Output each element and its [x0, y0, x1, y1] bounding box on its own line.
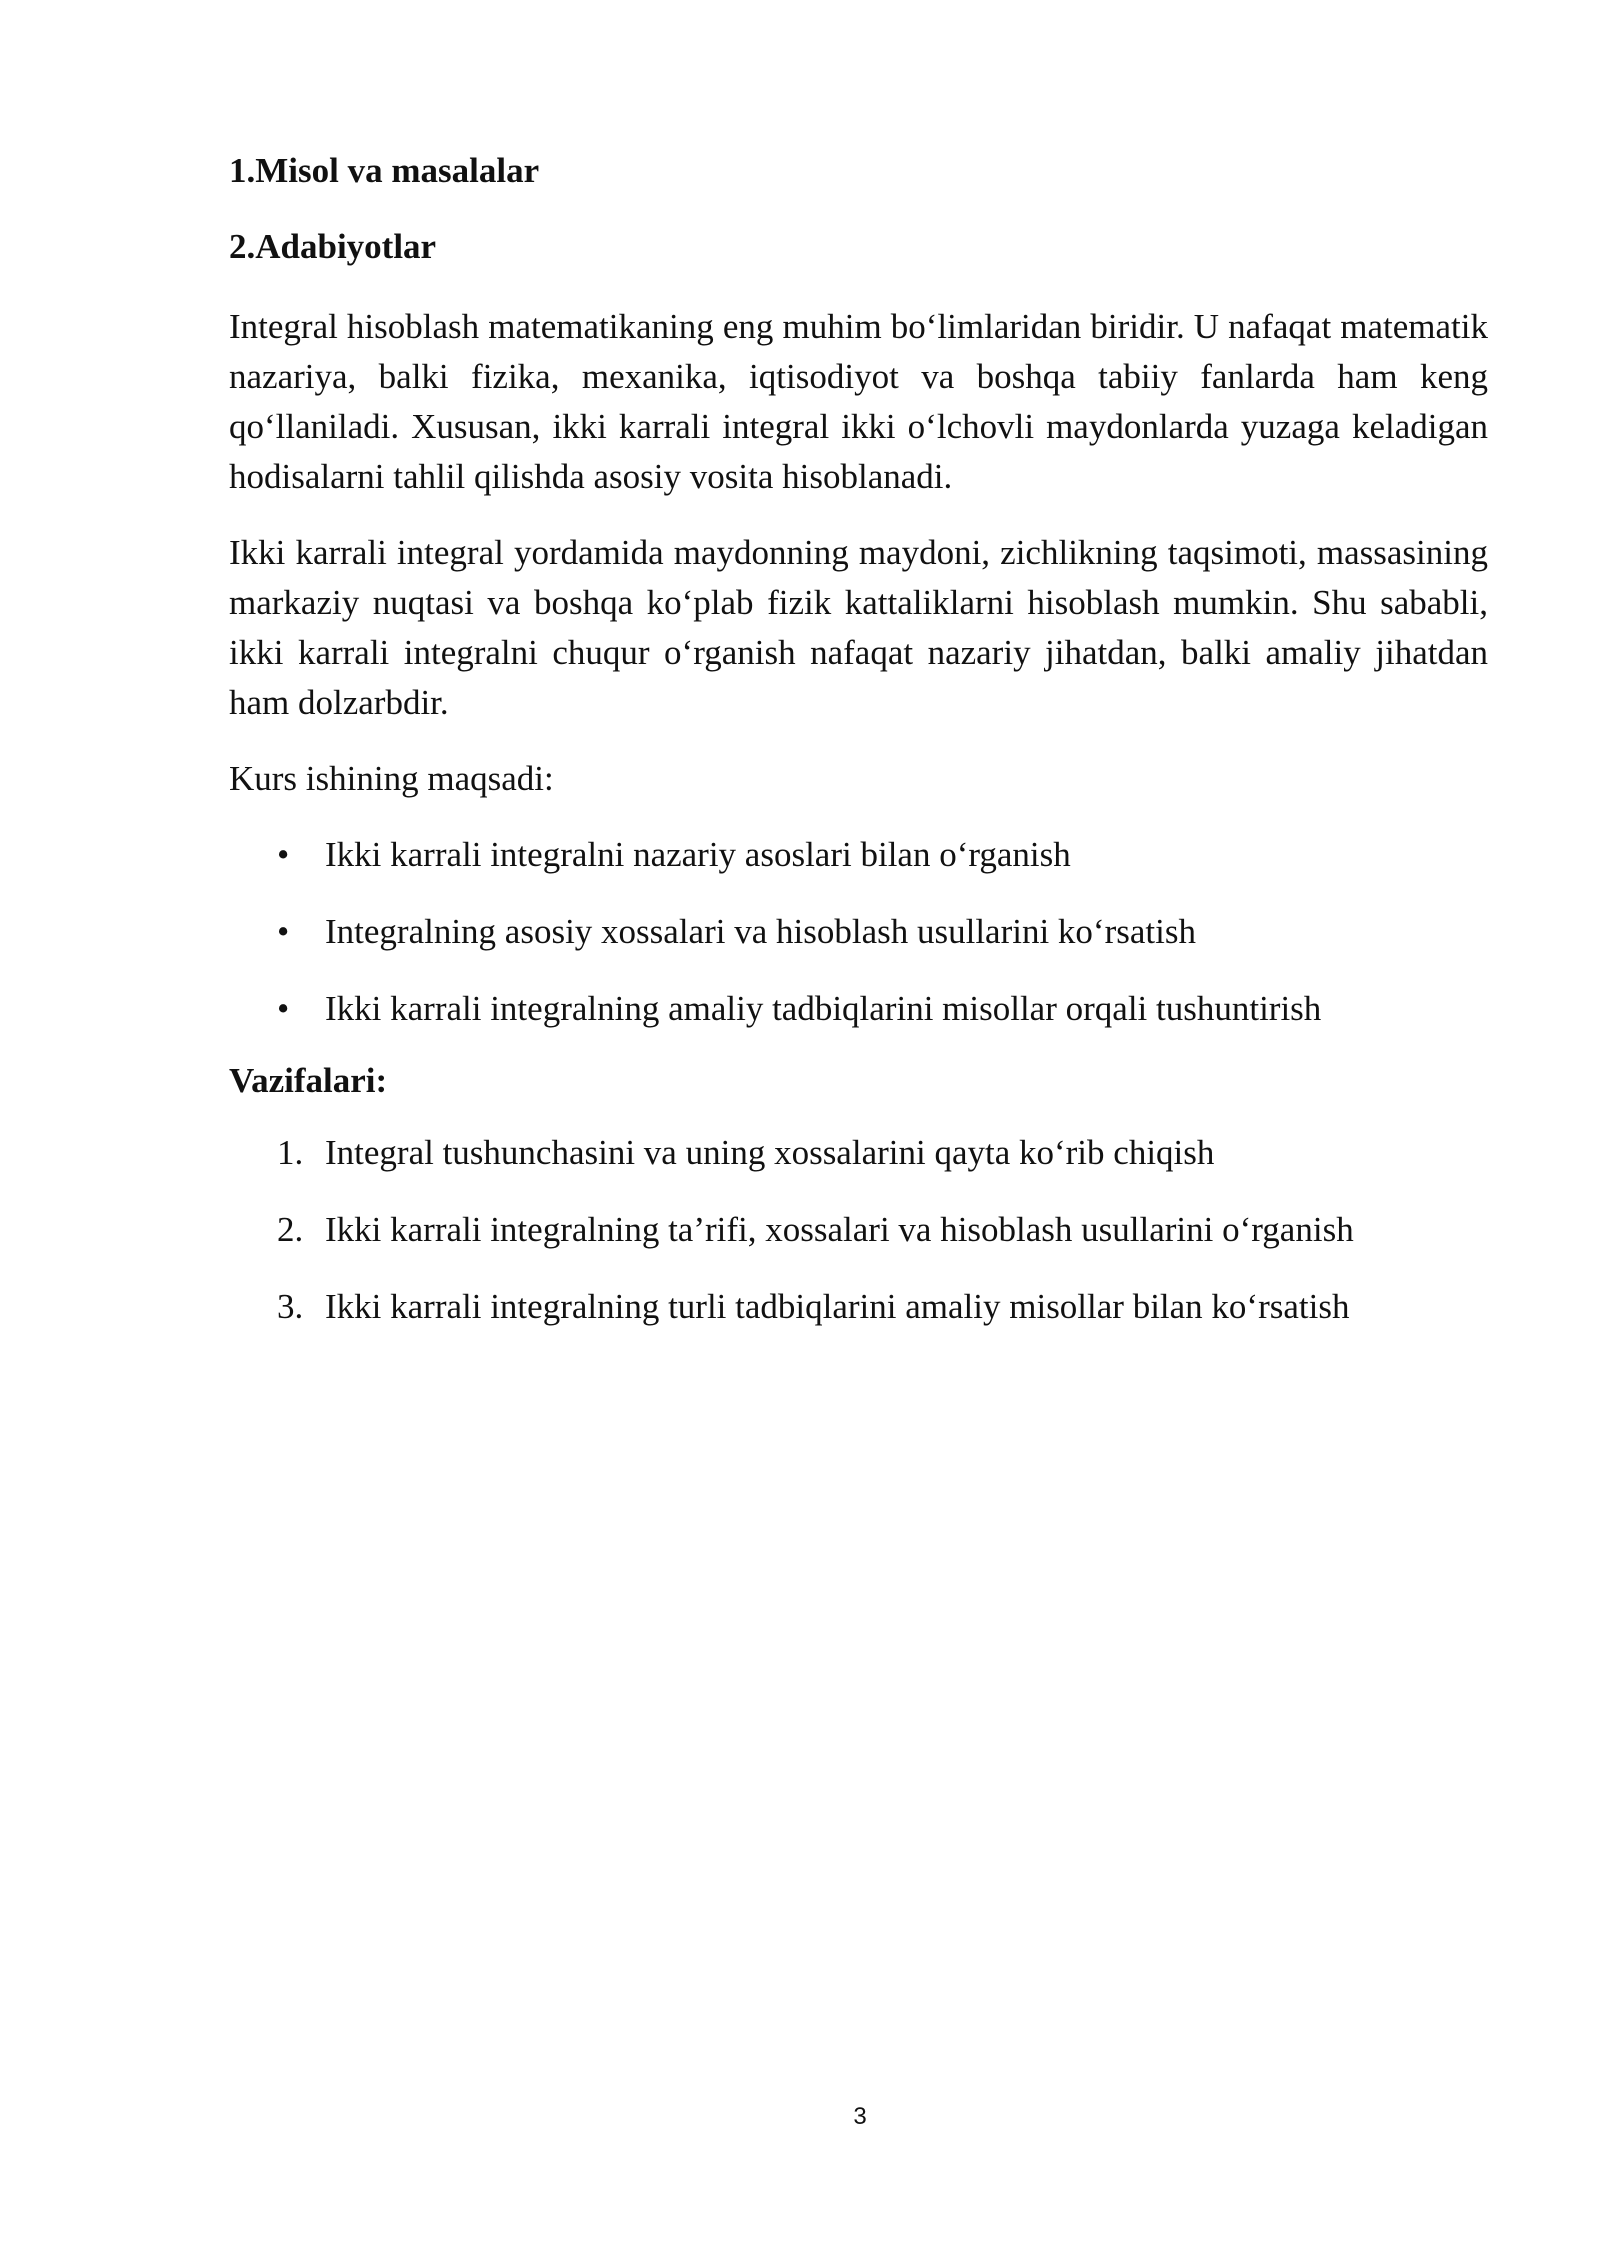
intro-paragraph: Integral hisoblash matematikaning eng muhim bo‘limlaridan biridir. U nafaqat matematik nazariya, balki fizika, mexanika, iqtisodiyot va boshqa tabiiy fanlarda ham keng qo‘llaniladi. Xususan, ikki karrali integral ikki o‘lchovli maydonlarda yuzaga keladigan hodisalarni tahlil qilishda asosiy vosita hisoblanadi.: [229, 307, 1488, 496]
task-item: [229, 1282, 1488, 1332]
task-number: 1.: [277, 1133, 304, 1172]
page-content: [229, 150, 1488, 1359]
task-text: Ikki karrali integralning turli tadbiqlarini amaliy misollar bilan ko‘rsatish: [325, 1287, 1350, 1326]
task-item: [229, 1128, 1488, 1178]
goal-text: Ikki karrali integralning amaliy tadbiqlarini misollar orqali tushuntirish: [325, 989, 1322, 1028]
task-text: Integral tushunchasini va uning xossalarini qayta ko‘rib chiqish: [325, 1133, 1215, 1172]
goal-item: [229, 984, 1488, 1034]
goal-text: Integralning asosiy xossalari va hisoblash usullarini ko‘rsatish: [325, 912, 1196, 951]
goals-list: [229, 830, 1488, 1034]
heading-misol-va-masalalar: 1.Misol va masalalar: [229, 151, 540, 190]
tasks-list: [229, 1128, 1488, 1332]
task-number: 2.: [277, 1210, 304, 1249]
tasks-heading: Vazifalari:: [229, 1061, 388, 1100]
bullet-icon: •: [277, 989, 290, 1028]
bullet-icon: •: [277, 835, 290, 874]
goal-item: [229, 907, 1488, 957]
goals-intro: Kurs ishining maqsadi:: [229, 759, 554, 798]
goal-item: [229, 830, 1488, 880]
bullet-icon: •: [277, 912, 290, 951]
second-paragraph: Ikki karrali integral yordamida maydonning maydoni, zichlikning taqsimoti, massasining markaziy nuqtasi va boshqa ko‘plab fizik kattaliklarni hisoblash mumkin. Shu sababli, ikki karrali integralni chuqur o‘rganish nafaqat nazariy jihatdan, balki amaliy jihatdan ham dolzarbdir.: [229, 533, 1488, 722]
goal-text: Ikki karrali integralni nazariy asoslari bilan o‘rganish: [325, 835, 1071, 874]
task-text: Ikki karrali integralning ta’rifi, xossalari va hisoblash usullarini o‘rganish: [325, 1210, 1354, 1249]
task-item: [229, 1205, 1488, 1255]
task-number: 3.: [277, 1287, 304, 1326]
page-number: 3: [853, 2103, 867, 2130]
heading-adabiyotlar: 2.Adabiyotlar: [229, 227, 437, 266]
